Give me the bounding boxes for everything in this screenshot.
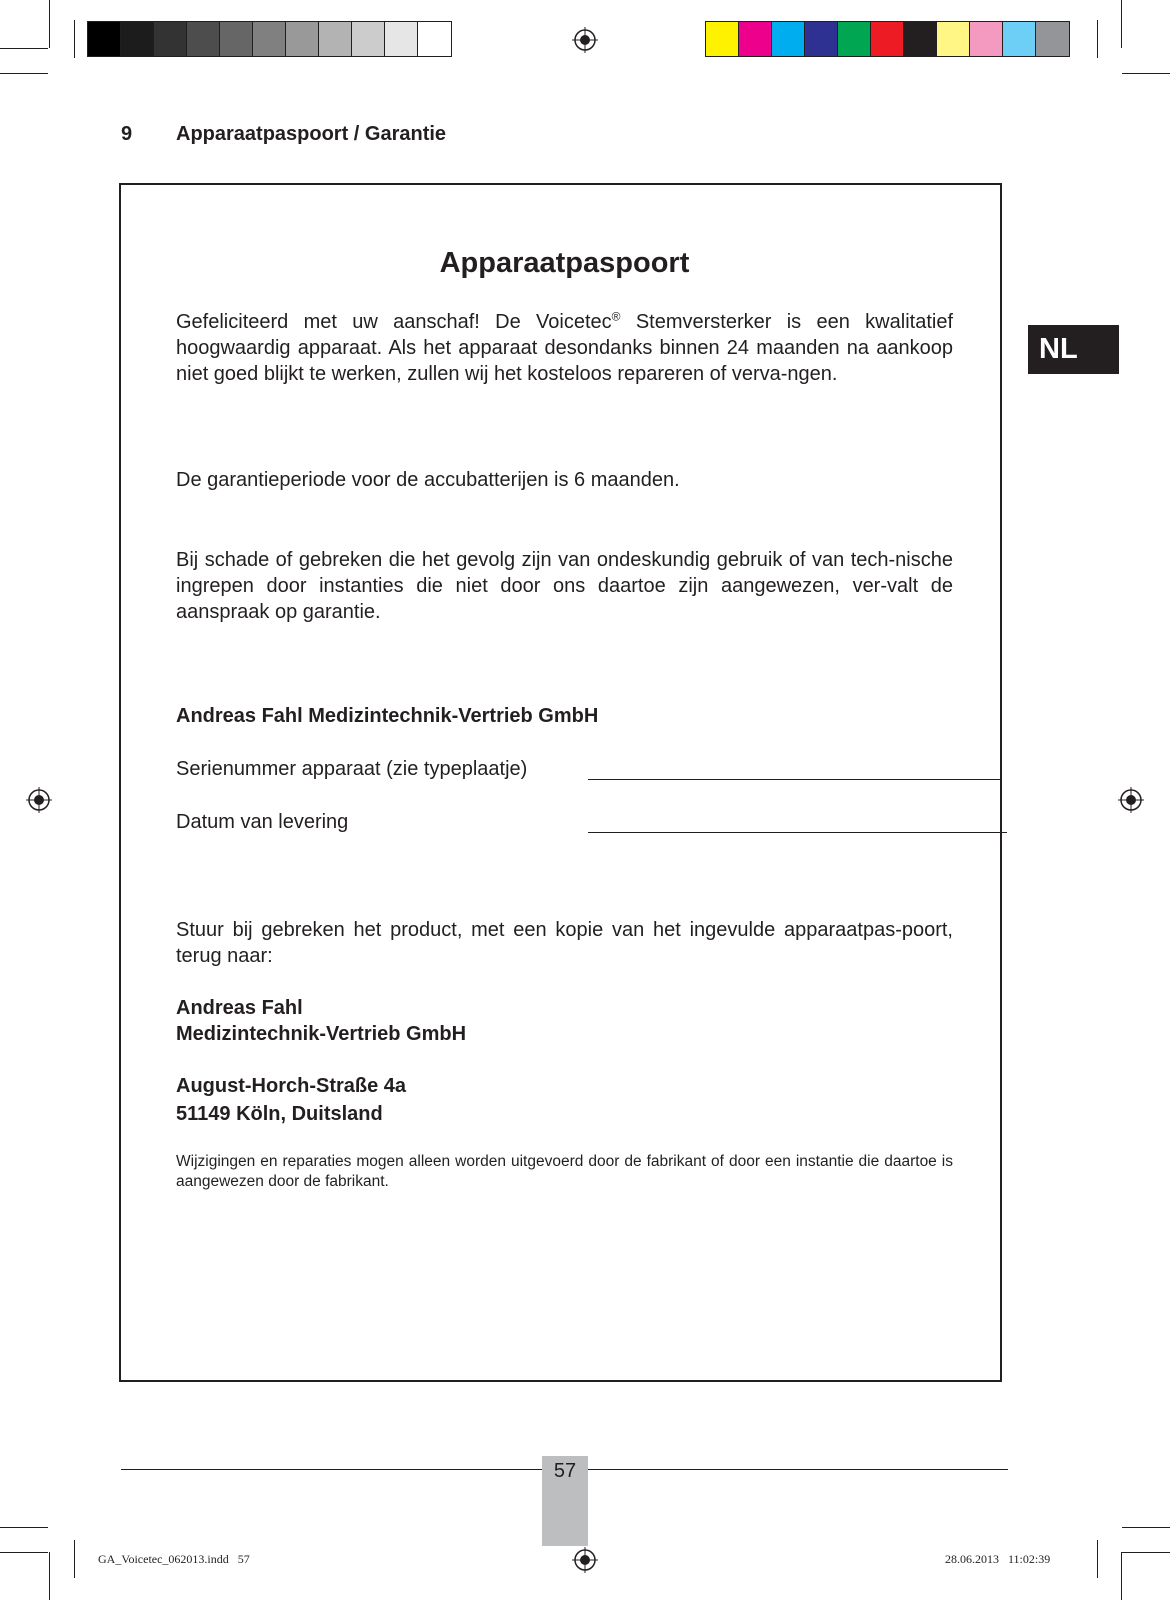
color-swatch — [286, 22, 319, 56]
serial-number-label: Serienummer apparaat (zie typeplaatje) — [176, 758, 528, 780]
color-swatch — [385, 22, 418, 56]
color-swatch — [838, 22, 871, 56]
crop-mark — [0, 1552, 48, 1553]
crop-mark — [1097, 20, 1098, 58]
intro-text-start: Gefeliciteerd met uw aanschaf! De Voicetec — [176, 311, 612, 333]
color-swatch — [1036, 22, 1069, 56]
color-swatch — [937, 22, 970, 56]
address-street: August-Horch-Straße 4a — [176, 1075, 407, 1097]
color-swatch — [319, 22, 352, 56]
color-swatch — [88, 22, 121, 56]
crop-mark — [1122, 1552, 1170, 1553]
delivery-date-label: Datum van levering — [176, 811, 349, 833]
color-swatch — [871, 22, 904, 56]
color-swatch — [418, 22, 451, 56]
file-slug: GA_Voicetec_062013.indd 57 — [98, 1552, 250, 1566]
grayscale-color-bar — [87, 21, 452, 57]
crop-mark — [1122, 1527, 1170, 1528]
company-name: Andreas Fahl Medizintechnik-Vertrieb GmbH — [176, 705, 599, 727]
color-swatch — [187, 22, 220, 56]
return-instruction-paragraph: Stuur bij gebreken het product, met een kopie van het ingevulde apparaatpas-poort, terug naar: — [176, 919, 953, 967]
modification-note: Wijzigingen en reparaties mogen alleen worden uitgevoerd door de fabrikant of door een instantie die daartoe is aangewezen door de fabrikant. — [176, 1153, 953, 1190]
intro-text-end: Stemversterker is een kwalitatief hoogwaardig apparaat. Als het apparaat desondanks binnen 24 maanden na aankoop niet goed blijkt te werken, zullen wij het kosteloos repareren of verva-ngen. — [176, 311, 953, 385]
page-number: 57 — [553, 1460, 577, 1482]
crop-mark — [49, 1552, 50, 1600]
crop-mark — [1122, 73, 1170, 74]
card-title: Apparaatpaspoort — [439, 247, 690, 279]
registration-mark-icon — [572, 27, 598, 53]
section-title: Apparaatpaspoort / Garantie — [176, 123, 447, 145]
color-swatch — [253, 22, 286, 56]
color-swatch — [1003, 22, 1036, 56]
crop-mark — [74, 20, 75, 58]
print-timestamp: 28.06.2013 11:02:39 — [945, 1552, 1051, 1566]
crop-mark — [1121, 0, 1122, 48]
serial-number-field[interactable] — [588, 779, 1002, 780]
crop-mark — [0, 1527, 48, 1528]
crop-mark — [49, 0, 50, 48]
crop-mark — [0, 48, 48, 49]
address-name-line-2: Medizintechnik-Vertrieb GmbH — [176, 1023, 467, 1045]
battery-warranty-paragraph: De garantieperiode voor de accubatterijen is 6 maanden. — [176, 469, 680, 491]
section-number: 9 — [121, 123, 133, 145]
exclusion-paragraph: Bij schade of gebreken die het gevolg zijn van ondeskundig gebruik of van tech-nische ingrepen door instanties die niet door ons daartoe zijn aangewezen, ver-valt de aanspraak op garantie. — [176, 549, 953, 623]
process-color-bar — [705, 21, 1070, 57]
registration-mark-icon — [572, 1547, 598, 1573]
color-swatch — [154, 22, 187, 56]
color-swatch — [970, 22, 1003, 56]
language-tab: NL — [1028, 325, 1119, 374]
crop-mark — [1097, 1540, 1098, 1578]
delivery-date-field[interactable] — [588, 832, 1007, 833]
crop-mark — [0, 73, 48, 74]
registered-mark: ® — [611, 309, 621, 324]
color-swatch — [121, 22, 154, 56]
crop-mark — [74, 1540, 75, 1578]
color-swatch — [352, 22, 385, 56]
crop-mark — [1121, 1552, 1122, 1600]
color-swatch — [772, 22, 805, 56]
address-city: 51149 Köln, Duitsland — [176, 1103, 383, 1125]
address-name-line-1: Andreas Fahl — [176, 997, 303, 1019]
color-swatch — [220, 22, 253, 56]
color-swatch — [706, 22, 739, 56]
intro-paragraph — [176, 309, 953, 387]
registration-mark-icon — [26, 787, 52, 813]
color-swatch — [904, 22, 937, 56]
color-swatch — [805, 22, 838, 56]
color-swatch — [739, 22, 772, 56]
registration-mark-icon — [1118, 787, 1144, 813]
